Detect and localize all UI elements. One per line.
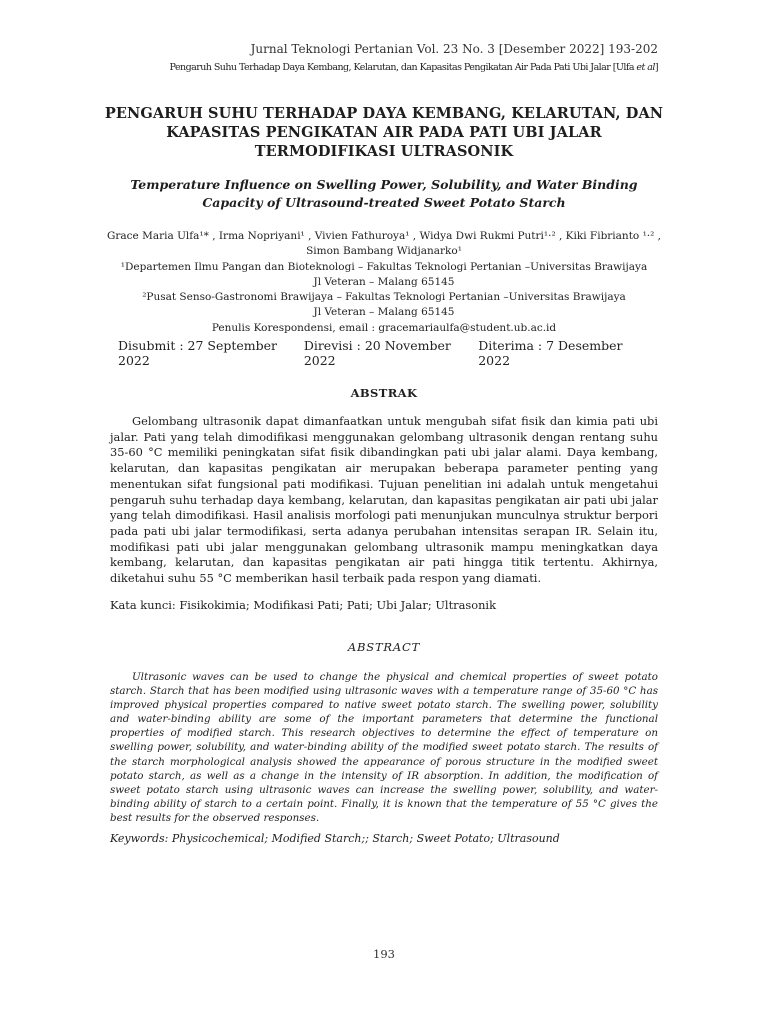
abstrak-body: Gelombang ultrasonik dapat dimanfaatkan untuk mengubah sifat fisik dan kimia pati ubi jalar. Pati yang telah dimodifikasi menggunakan gelombang ultrasonik dengan rentang suhu 35-60 °C memiliki peningkatan sifat fisik dibandingkan pati ubi jalar alami. Daya kembang, kelarutan, dan kapasitas pengikatan air merupakan beberapa parameter penting yang menentukan sifat fungsional pati modifikasi. Tujuan penelitian ini adalah untuk mengetahui pengaruh suhu terhadap daya kembang, kelarutan, dan kapasitas pengikatan air pati ubi jalar yang telah dimodifikasi. Hasil analisis morfologi pati menunjukan munculnya struktur berpori pada pati ubi jalar termodifikasi, serta adanya perubahan intensitas serapan IR. Selain itu, modifikasi pati ubi jalar menggunakan gelombang ultrasonik mampu meningkatkan daya kembang, kelarutan, dan kapasitas pengikatan air pati hingga titik tertentu. Akhirnya, diketahui suhu 55 °C memberikan hasil terbaik pada respon yang diamati.	[110, 414, 658, 586]
author-list: Grace Maria Ulfa¹* , Irma Nopriyani¹ , Vivien Fathuroya¹ , Widya Dwi Rukmi Putri¹·² , Kiki Fibrianto ¹·² ,	[107, 230, 661, 242]
date-revised: Direvisi : 20 November 2022	[303, 338, 451, 368]
date-submitted: Disubmit : 27 September 2022	[118, 338, 278, 368]
kata-kunci: Kata kunci: Fisikokimia; Modifikasi Pati; Pati; Ubi Jalar; Ultrasonik	[110, 598, 496, 612]
page-number: 193	[373, 947, 395, 961]
author-list: Simon Bambang Widjanarko¹	[306, 245, 462, 258]
english-title-line: Capacity of Ultrasound-treated Sweet Potato Starch	[202, 195, 566, 210]
english-title-line: Temperature Influence on Swelling Power, Solubility, and Water Binding	[130, 177, 638, 192]
title-line: TERMODIFIKASI ULTRASONIK	[254, 143, 514, 160]
affiliation-address: Jl Veteran – Malang 65145	[313, 275, 455, 288]
running-etal: et al	[636, 62, 655, 73]
title-line: KAPASITAS PENGIKATAN AIR PADA PATI UBI JALAR	[166, 124, 602, 141]
submission-dates	[118, 338, 650, 368]
abstract-body: Ultrasonic waves can be used to change the physical and chemical properties of sweet potato starch. Starch that has been modified using ultrasonic waves with a temperature range of 35-60 °C has improved physical properties compared to native sweet potato starch. The swelling power, solubility and water-binding ability are some of the important parameters that determine the functional properties of modified starch. This research objectives to determine the effect of temperature on swelling power, solubility, and water-binding ability of the modified sweet potato starch. The results of the starch morphological analysis showed the appearance of porous structure in the modified sweet potato starch, as well as a change in the intensity of IR absorption. In addition, the modification of sweet potato starch using ultrasonic waves can increase the swelling power, solubility, and water-binding ability of starch to a certain point. Finally, it is known that the temperature of 55 °C gives the best results for the observed responses.	[110, 671, 658, 824]
english-title	[90, 176, 678, 212]
affiliation: ¹Departemen Ilmu Pangan dan Bioteknologi – Fakultas Teknologi Pertanian –Universitas Brawijaya	[120, 260, 648, 273]
paper-title	[90, 104, 678, 161]
running-title	[170, 62, 658, 73]
running-author: Ulfa	[615, 62, 637, 73]
running-close: ]	[654, 62, 658, 73]
abstract-heading: ABSTRACT	[347, 640, 421, 654]
journal-citation: Jurnal Teknologi Pertanian Vol. 23 No. 3 [Desember 2022] 193-202	[250, 42, 658, 56]
date-accepted: Diterima : 7 Desember 2022	[478, 338, 623, 368]
abstrak-heading: ABSTRAK	[350, 386, 418, 400]
author-block	[90, 229, 678, 336]
keywords: Keywords: Physicochemical; Modified Starch;; Starch; Sweet Potato; Ultrasound	[110, 832, 560, 845]
running-title-text: Pengaruh Suhu Terhadap Daya Kembang, Kelarutan, dan Kapasitas Pengikatan Air Pada Pati Ubi Jalar [	[169, 62, 616, 73]
title-line: PENGARUH SUHU TERHADAP DAYA KEMBANG, KELARUTAN, DAN	[104, 105, 664, 122]
correspondence: Penulis Korespondensi, email : gracemariaulfa@student.ub.ac.id	[211, 321, 557, 334]
affiliation-address: Jl Veteran – Malang 65145	[313, 306, 455, 319]
affiliation: ²Pusat Senso-Gastronomi Brawijaya – Fakultas Teknologi Pertanian –Universitas Brawijaya	[142, 291, 626, 304]
